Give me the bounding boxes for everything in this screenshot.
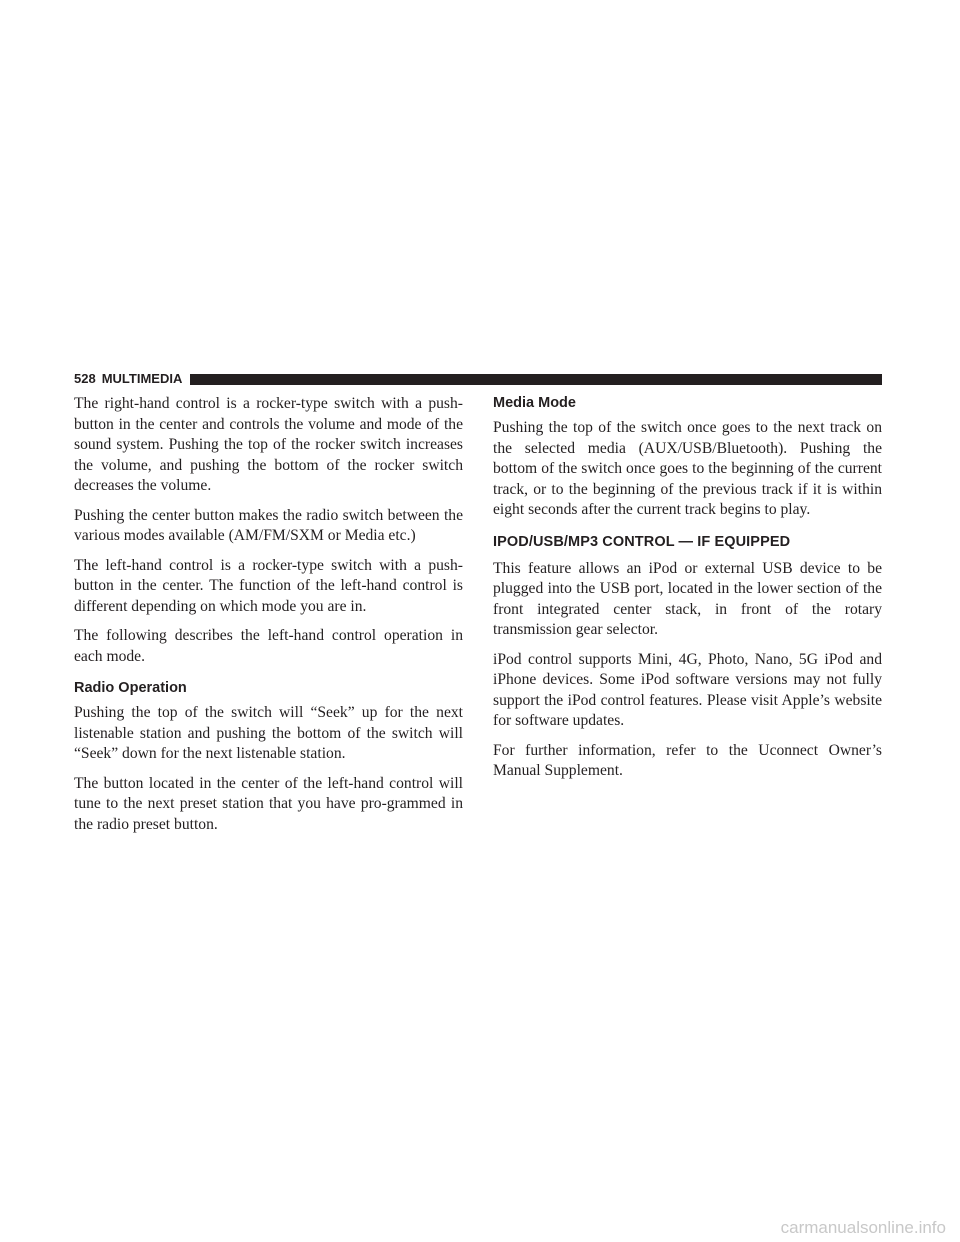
page-header	[74, 372, 882, 386]
paragraph-usb-port: This feature allows an iPod or external USB device to be plugged into the USB port, located in the lower section of the front integrated center stack, in front of the rotary transmission gear selector.	[493, 559, 882, 638]
paragraph-left-hand-control: The left-hand control is a rocker-type switch with a push-button in the center. The function of the left-hand control is different depending on which mode you are in.	[74, 556, 463, 615]
paragraph-ipod-support: iPod control supports Mini, 4G, Photo, Nano, 5G iPod and iPhone devices. Some iPod software versions may not fully support the iPod control features. Please visit Apple’s website for software updates.	[493, 650, 882, 729]
left-column	[74, 394, 463, 844]
paragraph-right-hand-control: The right-hand control is a rocker-type switch with a push-button in the center and controls the volume and mode of the sound system. Pushing the top of the rocker switch increases the volume, and pushing the bottom of the rocker switch decreases the volume.	[74, 395, 463, 494]
heading-media-mode: Media Mode	[493, 395, 576, 411]
paragraph-mode-intro: The following describes the left-hand control operation in each mode.	[74, 627, 463, 665]
paragraph-preset: The button located in the center of the left-hand control will tune to the next preset station that you have pro-grammed in the radio preset button.	[74, 774, 463, 833]
paragraph-seek: Pushing the top of the switch will “Seek” up for the next listenable station and pushing the bottom of the switch will “Seek” down for the next listenable station.	[74, 704, 463, 762]
heading-ipod-usb-control: IPOD/USB/MP3 CONTROL — IF EQUIPPED	[493, 533, 791, 550]
watermark: carmanualsonline.info	[780, 1218, 946, 1237]
header-rule	[190, 374, 882, 385]
paragraph-further-info: For further information, refer to the Uconnect Owner’s Manual Supplement.	[493, 741, 882, 779]
paragraph-media-track: Pushing the top of the switch once goes to the next track on the selected media (AUX/USB/Bluetooth). Pushing the bottom of the switch once goes to the beginning of the current track, or to the beginning of the previous track if it is within eight seconds after the current track begins to play.	[493, 419, 882, 518]
right-column	[493, 394, 882, 791]
page-number: 528	[74, 371, 96, 386]
section-title: MULTIMEDIA	[101, 371, 183, 386]
heading-radio-operation: Radio Operation	[74, 680, 187, 696]
paragraph-center-button: Pushing the center button makes the radio switch between the various modes available (AM/FM/SXM or Media etc.)	[74, 506, 463, 544]
